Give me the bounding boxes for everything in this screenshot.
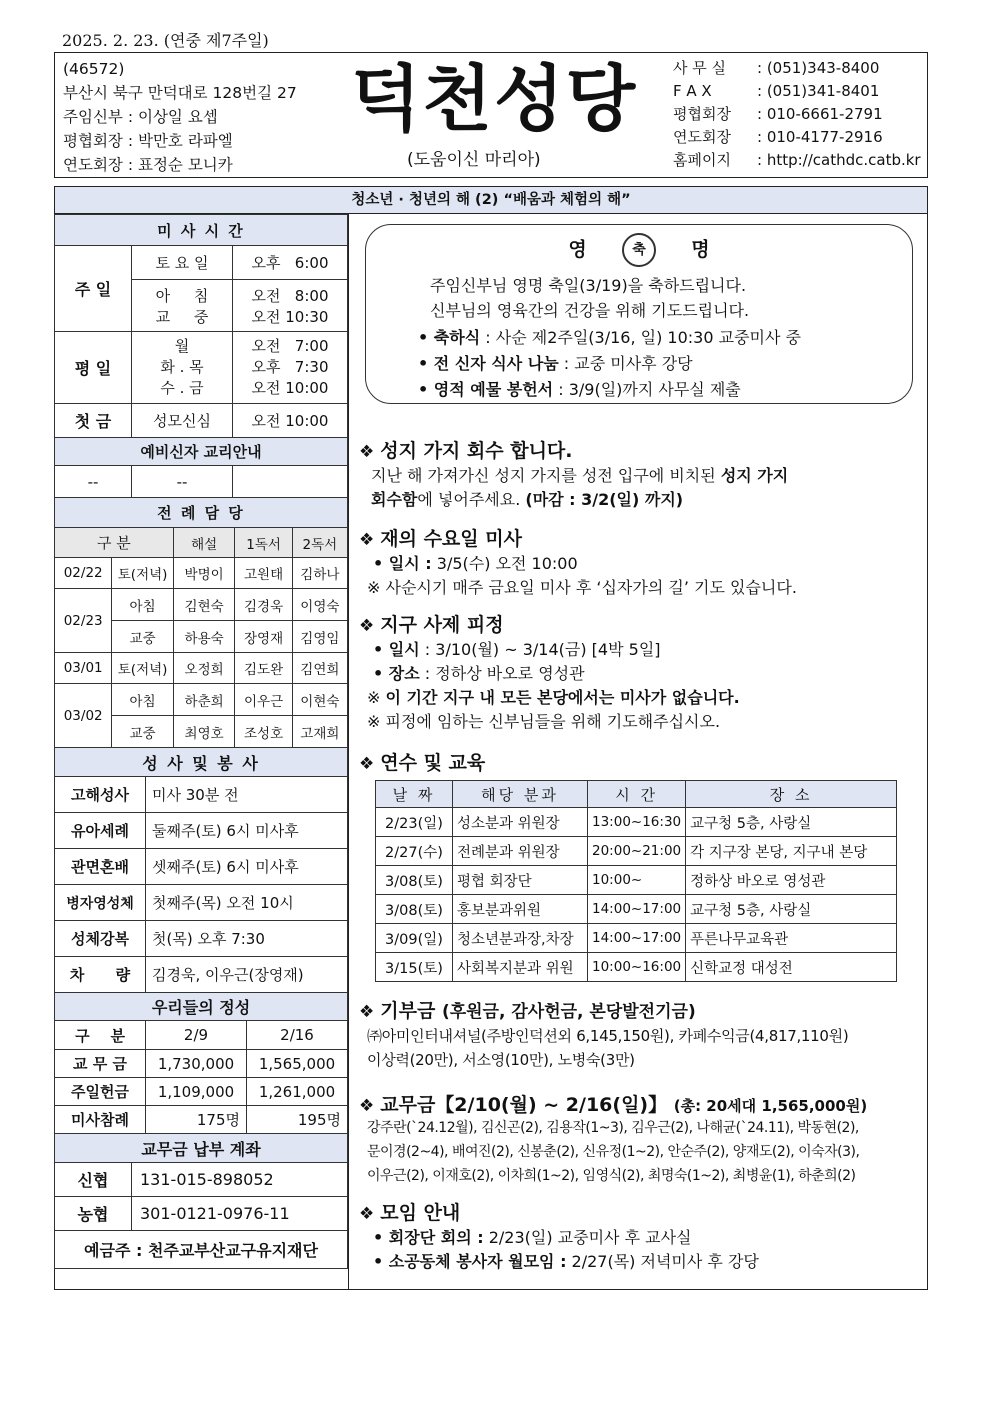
contact-yeondo: 연도회장 : 010-4177-2916 xyxy=(673,128,883,146)
offering-table: 우리들의 정성 구 분 2/9 2/16 교 무 금 1,730,000 1,565,000 주일헌금 1,109,000 1,261,000 미사참례 175명 195명 xyxy=(54,992,348,1134)
issue-date: 2025. 2. 23. (연중 제7주일) xyxy=(62,31,269,50)
contact-info xyxy=(673,57,921,172)
diamond-bullet-icon: ❖ xyxy=(359,530,375,550)
section-dues: ❖ 교무금【2/10(월) ~ 2/16(일)】 (총: 20세대 1,565,000원) xyxy=(359,1094,868,1116)
table-row: 3/09(일) 청소년분과장,차장 14:00~17:00 푸른나무교육관 xyxy=(376,924,897,953)
mass-schedule-table: 미 사 시 간 주 일 토 요 일 오후 6:00 아 침 교 중 오전 8:00 오전 10:30 평 일 월 화 . 목 수 . 금 오전 7:00 오후 7:30 오전 10:00 첫 금 성모신심 오전 10:00 예비신자 교리안내 -- -- xyxy=(54,214,348,498)
council-president: 평협회장 : 박만호 라파엘 xyxy=(63,132,233,150)
parish-title: 덕천성당 xyxy=(351,57,638,141)
diamond-bullet-icon: ❖ xyxy=(359,1096,375,1116)
section-ash-wednesday: ❖ 재의 수요일 미사 xyxy=(359,528,522,550)
contact-homepage: 홈페이지 : http://cathdc.catb.kr xyxy=(673,151,921,169)
theme-banner: 청소년 · 청년의 해 (2) “배움과 체험의 해” xyxy=(54,186,928,214)
sacraments-table: 성 사 및 봉 사 고해성사 미사 30분 전 유아세례 둘째주(토) 6시 미사후 관면혼배 셋째주(토) 6시 미사후 병자영성체 첫째주(목) 오전 10시 성체강복 첫(목) 오후 7:30 차 량 김경욱, 이우근(장영재) xyxy=(54,747,348,993)
section-donations: ❖ 기부금 (후원금, 감사헌금, 본당발전기금) xyxy=(359,1000,696,1022)
account-title: 교무금 납부 계좌 xyxy=(55,1134,348,1163)
content-frame xyxy=(54,214,928,1290)
diamond-bullet-icon: ❖ xyxy=(359,1002,375,1022)
offering-title: 우리들의 정성 xyxy=(55,993,348,1021)
weekday-label: 평 일 xyxy=(55,332,132,404)
feast-congrats-box: 영 축 명 주임신부님 영명 축일(3/19)을 축하드립니다. 신부님의 영육간의 건강을 위해 기도드립니다. • 축하식 : 사순 제2주일(3/16, 일) 10:30 교중미사 중 • 전 신자 식사 나눔 : 교중 미사후 강당 • 영적 예물 봉헌서 : 3/9(일)까지 사무실 제출 xyxy=(365,224,913,404)
catechumen-title: 예비신자 교리안내 xyxy=(55,438,348,466)
table-row: 3/08(토) 평협 회장단 10:00~ 정하상 바오로 영성관 xyxy=(376,866,897,895)
sacraments-title: 성 사 및 봉 사 xyxy=(55,748,348,777)
parish-patron: (도움이신 마리아) xyxy=(407,150,541,170)
diamond-bullet-icon: ❖ xyxy=(359,1204,375,1224)
training-table: 날 짜 해당 분과 시 간 장 소 2/23(일) 성소분과 위원장 13:00~16:30 교구청 5층, 사랑실 2/27(수) 전례분과 위원장 20:00~21:00 각 지구장 본당, 지구내 본당 3/08(토) 평협 회장단 10:00~ 정하상 바오로 영성관 3/08(토) 홍보분과위원 14:00~17:00 교구청 5층, 사랑실 3/09(일) 청소년분과장,차장 14:00~17:00 푸른나무교육관 3/15(토) 사회복지분과 위원 10:00~16:00 신학교정 대성전 xyxy=(375,780,897,982)
diamond-bullet-icon: ❖ xyxy=(359,442,375,462)
yeondo-president: 연도회장 : 표정순 모니카 xyxy=(63,156,233,174)
liturgy-title: 전 례 담 당 xyxy=(55,498,348,528)
pastor: 주임신부 : 이상일 요셉 xyxy=(63,108,218,126)
sunday-label: 주 일 xyxy=(55,246,132,332)
celebration-seal-icon: 축 xyxy=(622,233,656,267)
contact-council: 평협회장 : 010-6661-2791 xyxy=(673,105,883,123)
left-column xyxy=(55,214,349,1289)
mass-title: 미 사 시 간 xyxy=(55,215,348,246)
table-row: 2/23(일) 성소분과 위원장 13:00~16:30 교구청 5층, 사랑실 xyxy=(376,808,897,837)
account-holder: 예금주 : 천주교부산교구유지재단 xyxy=(55,1231,348,1269)
postal-code: (46572) xyxy=(63,60,125,78)
table-row: 3/15(토) 사회복지분과 위원 10:00~16:00 신학교정 대성전 xyxy=(376,953,897,982)
contact-office: 사 무 실 : (051)343-8400 xyxy=(673,59,880,77)
liturgy-table: 전 례 담 당 구 분 해설 1독서 2독서 02/22 토(저녁) 박명이 고원태 김하나 02/23 아침 김현숙 김경욱 이영숙 교중 하용숙 장영재 김영임 03/01 토(저녁) 오정희 김도완 김연희 03/02 아침 하춘희 이우근 이현숙 교중 최영호 조성호 고재희 xyxy=(54,497,348,748)
right-column: 영 축 명 주임신부님 영명 축일(3/19)을 축하드립니다. 신부님의 영육간의 건강을 위해 기도드립니다. • 축하식 : 사순 제2주일(3/16, 일) 10:30 교중미사 중 • 전 신자 식사 나눔 : 교중 미사후 강당 • 영적 예물 봉헌서 : 3/9(일)까지 사무실 제출 ❖ 성지 가지 회수 합니다. 지난 해 가져가신 성지 가지를 성전 입구에 비치된 성지 가지 회수함에 넣어주세요. (마감 : 3/2(일) 까지) ❖ 재의 수요일 미사 • 일시 : 3/5(수) 오전 10:00 ※ 사순시기 매주 금요일 미사 후 ‘십자가의 길’ 기도 있습니다. ❖ 지구 사제 피정 • 일시 : 3/10(월) ~ 3/14(금) [4박 5일] • 장소 : 정하상 바오로 영성관 ※ 이 기간 지구 내 모든 본당에서는 미사가 없습니다. ※ 피정에 임하는 신부님들을 위해 기도해주십시오. ❖ 연수 및 교육 날 짜 해당 분과 시 간 장 소 2/23(일) 성소분과 위원장 13:00~16:30 교구청 5층, 사랑실 2/27(수) 전례분과 위원장 20:00~21:00 각 지구장 본당, 지구내 본당 3/08(토) 평협 회장단 10:00~ 정하상 바오로 영성관 3/08(토) 홍보분과위원 14:00~17:00 교구청 5층, 사랑실 3/09(일) 청소년분과장,차장 14:00~17:00 푸른나무교육관 3/15(토) 사회복지분과 위원 10:00~16:00 신학교정 대성전 ❖ 기부금 (후원금, 감사헌금, 본당발전기금) ㈜아미인터내셔널(주방인덕션외 6,145,150원), 카페수익금(4,817,110원) 이상력(20만), 서소영(10만), 노병숙(3만) ❖ 교무금【2/10(월) ~ 2/16(일)】 (총: 20세대 1,565,000원) 강주란(`24.12월), 김신곤(2), 김용작(1~3), 김우근(2), 나해균(`24.11), 박동현(2), 문이경(2~4), 배여진(2), 신봉춘(2), 신유정(1~2), 안순주(2), 양재도(2), 이숙자(3), 이우근(2), 이재호(2), 이차희(1~2), 임영식(2), 최명숙(1~2), 최병윤(1), 하춘희(2) ❖ 모임 안내 • 회장단 회의 : 2/23(일) 교중미사 후 교사실 • 소공동체 봉사자 월모임 : 2/27(목) 저녁미사 후 강당 xyxy=(349,214,929,1289)
parish-info xyxy=(63,57,297,177)
section-training: ❖ 연수 및 교육 xyxy=(359,752,486,774)
diamond-bullet-icon: ❖ xyxy=(359,616,375,636)
table-row: 2/27(수) 전례분과 위원장 20:00~21:00 각 지구장 본당, 지구내 본당 xyxy=(376,837,897,866)
account-table: 교무금 납부 계좌 신협 131-015-898052 농협 301-0121-0976-11 예금주 : 천주교부산교구유지재단 xyxy=(54,1133,348,1269)
address: 부산시 북구 만덕대로 128번길 27 xyxy=(63,84,297,102)
header xyxy=(54,52,928,178)
section-palm-return: ❖ 성지 가지 회수 합니다. xyxy=(359,440,573,462)
section-meetings: ❖ 모임 안내 xyxy=(359,1202,461,1224)
section-retreat: ❖ 지구 사제 피정 xyxy=(359,614,504,636)
contact-fax: F A X : (051)341-8401 xyxy=(673,82,880,100)
homepage-link[interactable]: : http://cathdc.catb.kr xyxy=(757,151,921,169)
table-row: 3/08(토) 홍보분과위원 14:00~17:00 교구청 5층, 사랑실 xyxy=(376,895,897,924)
diamond-bullet-icon: ❖ xyxy=(359,754,375,774)
